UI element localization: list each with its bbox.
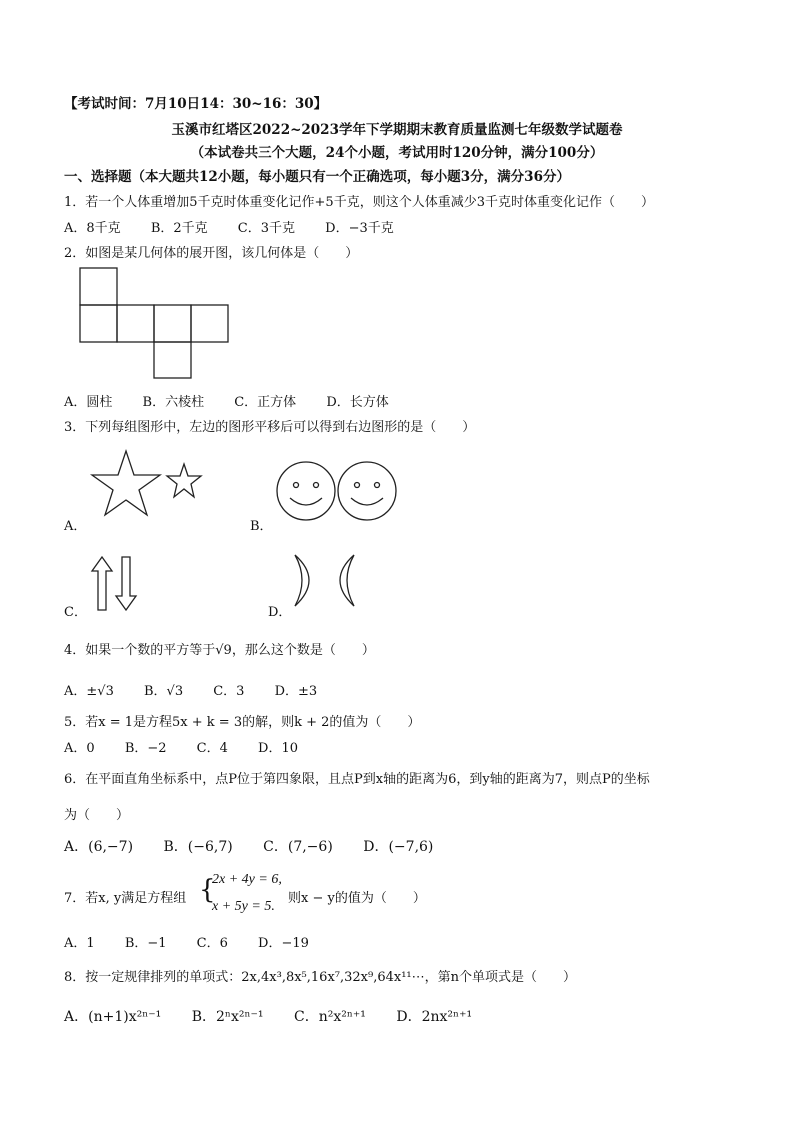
stars-figure xyxy=(90,449,210,524)
small-star-icon xyxy=(167,464,201,497)
option-a[interactable]: A．1 xyxy=(64,936,95,951)
option-b[interactable]: B． xyxy=(250,519,273,534)
option-d[interactable]: D．10 xyxy=(258,741,298,756)
question-8-options xyxy=(64,1006,498,1026)
arrow-up-icon xyxy=(92,557,112,610)
option-d[interactable]: D．(−7,6) xyxy=(363,839,434,855)
cube-net-figure xyxy=(78,266,233,380)
net-square-row-4 xyxy=(191,305,228,342)
net-square-row-3 xyxy=(154,305,191,342)
option-b[interactable]: B．√3 xyxy=(143,684,184,699)
option-a[interactable]: A． xyxy=(64,519,87,534)
net-square-row-1 xyxy=(80,305,117,342)
option-b[interactable]: B．−1 xyxy=(124,936,167,951)
question-5-stem: 5．若x = 1是方程5x + k = 3的解，则k + 2的值为（ ） xyxy=(64,715,421,730)
option-b[interactable]: B．2千克 xyxy=(150,221,208,236)
exam-time: 【考试时间：7月10日14：30~16：30】 xyxy=(64,96,328,112)
question-7-stem-end: 则x − y的值为（ ） xyxy=(288,891,426,906)
net-square-row-2 xyxy=(117,305,154,342)
net-square-top xyxy=(80,268,117,305)
option-b[interactable]: B．−2 xyxy=(124,741,167,756)
crescent-left-icon xyxy=(295,555,309,606)
smiley-left-icon xyxy=(277,462,335,520)
question-6-options xyxy=(64,836,459,856)
page-title: 玉溪市红塔区2022~2023学年下学期期末教育质量监测七年级数学试题卷 xyxy=(171,122,623,138)
option-c[interactable]: C．6 xyxy=(196,936,228,951)
arrow-down-icon xyxy=(116,557,136,610)
option-d[interactable]: D．−3千克 xyxy=(325,221,394,236)
crescents-figure xyxy=(290,552,360,610)
option-a[interactable]: A．8千克 xyxy=(64,221,121,236)
option-d[interactable]: D．±3 xyxy=(274,684,318,699)
option-d[interactable]: D．长方体 xyxy=(326,395,389,410)
option-b[interactable]: B．2ⁿx²ⁿ⁻¹ xyxy=(191,1009,264,1025)
option-b[interactable]: B．六棱柱 xyxy=(142,395,205,410)
option-c[interactable]: C．3千克 xyxy=(237,221,295,236)
option-d[interactable]: D． xyxy=(268,605,292,620)
option-c[interactable]: C．3 xyxy=(213,684,245,699)
question-1-stem: 1．若一个人体重增加5千克时体重变化记作+5千克，则这个人体重减少3千克时体重变化记作（ ） xyxy=(64,195,654,210)
question-3-stem: 3．下列每组图形中，左边的图形平移后可以得到右边图形的是（ ） xyxy=(64,420,476,435)
equation-line-2: x + 5y = 5. xyxy=(212,899,275,914)
option-c[interactable]: C．n²x²ⁿ⁺¹ xyxy=(294,1009,366,1025)
equation-brace: { xyxy=(199,875,216,905)
question-4-stem: 4．如果一个数的平方等于√9，那么这个数是（ ） xyxy=(64,643,375,658)
question-4-options xyxy=(64,680,343,699)
question-8-stem: 8．按一定规律排列的单项式：2x,4x³,8x⁵,16x⁷,32x⁹,64x¹¹⋯，第n个单项式是（ ） xyxy=(64,970,577,985)
option-c[interactable]: C． xyxy=(64,605,87,620)
net-square-bottom xyxy=(154,342,191,378)
question-7-stem-start: 7．若x, y满足方程组 xyxy=(64,891,187,906)
question-7-options xyxy=(64,932,335,951)
arrows-figure xyxy=(90,555,150,613)
option-a[interactable]: A．圆柱 xyxy=(64,395,113,410)
crescent-right-icon xyxy=(340,555,354,606)
equation-line-1: 2x + 4y = 6, xyxy=(212,872,282,887)
option-d[interactable]: D．2nx²ⁿ⁺¹ xyxy=(396,1009,473,1025)
option-c[interactable]: C．正方体 xyxy=(234,395,297,410)
section-heading: 一、选择题（本大题共12小题，每小题只有一个正确选项，每小题3分，满分36分） xyxy=(64,169,570,185)
option-d[interactable]: D．−19 xyxy=(258,936,309,951)
question-6-stem-continued: 为（ ） xyxy=(64,808,130,823)
option-a[interactable]: A．(6,−7) xyxy=(64,839,134,855)
option-a[interactable]: A．0 xyxy=(64,741,95,756)
option-c[interactable]: C．4 xyxy=(196,741,228,756)
question-2-options xyxy=(64,391,415,410)
option-a[interactable]: A．(n+1)x²ⁿ⁻¹ xyxy=(64,1009,162,1025)
smiley-right-icon xyxy=(338,462,396,520)
option-b[interactable]: B．(−6,7) xyxy=(163,839,233,855)
question-6-stem: 6．在平面直角坐标系中，点P位于第四象限，且点P到x轴的距离为6，到y轴的距离为7，则点P的坐标 xyxy=(64,772,650,787)
smiley-faces-figure xyxy=(275,460,400,524)
large-star-icon xyxy=(92,451,160,515)
question-2-stem: 2．如图是某几何体的展开图，该几何体是（ ） xyxy=(64,246,359,261)
option-a[interactable]: A．±√3 xyxy=(64,684,114,699)
question-1-options xyxy=(64,217,420,236)
question-5-options xyxy=(64,737,324,756)
option-c[interactable]: C．(7,−6) xyxy=(263,839,333,855)
page-subtitle: （本试卷共三个大题，24个小题，考试用时120分钟，满分100分） xyxy=(190,145,604,161)
